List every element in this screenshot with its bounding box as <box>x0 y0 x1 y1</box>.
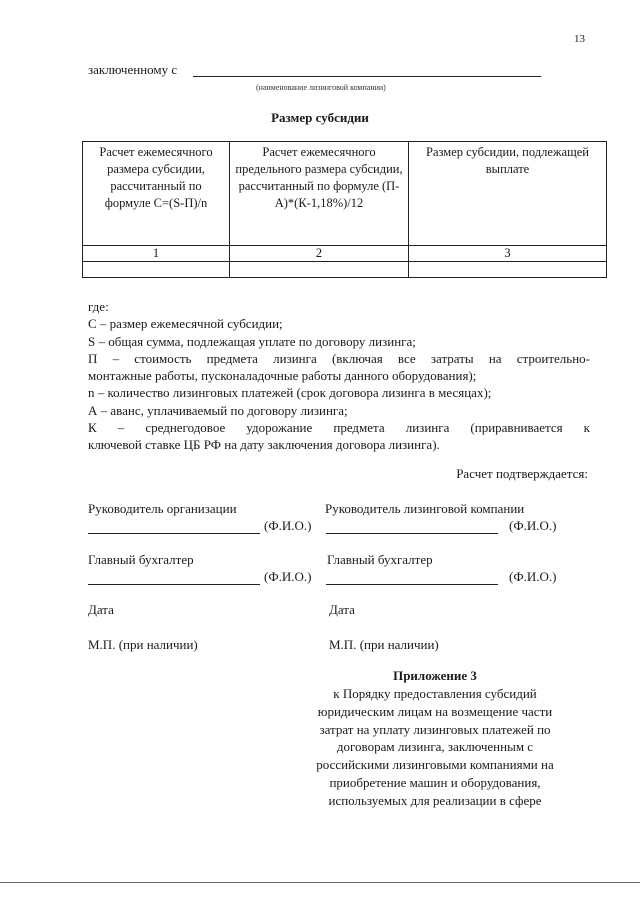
org-accountant-label: Главный бухгалтер <box>88 552 194 567</box>
table-header-cell: Размер субсидии, подлежащей выплате <box>409 142 607 246</box>
leasing-stamp-label: М.П. (при наличии) <box>329 637 439 652</box>
definition-a: А – аванс, уплачиваемый по договору лизинга; <box>88 402 348 418</box>
org-head-signature-line <box>88 520 260 534</box>
definition-p-line1: П – стоимость предмета лизинга (включая все затраты на строительно- <box>88 350 590 366</box>
org-stamp-label: М.П. (при наличии) <box>88 637 198 652</box>
appendix-line: к Порядку предоставления субсидий <box>333 686 537 701</box>
appendix-title: Приложение 3 <box>393 668 477 683</box>
leasing-accountant-fio: (Ф.И.О.) <box>509 569 557 584</box>
org-accountant-fio: (Ф.И.О.) <box>264 569 312 584</box>
table-header-row <box>83 142 607 246</box>
leasing-date-label: Дата <box>329 602 355 617</box>
org-head-label: Руководитель организации <box>88 501 237 516</box>
appendix-line: юридическим лицам на возмещение части <box>317 703 553 719</box>
definition-k-line2: ключевой ставке ЦБ РФ на дату заключения договора лизинга). <box>88 437 440 453</box>
definitions-where: где: <box>88 299 109 314</box>
appendix-line: договорам лизинга, заключенным с <box>336 739 534 755</box>
appendix-line: приобретение машин и оборудования, <box>329 774 541 790</box>
org-date-label: Дата <box>88 602 114 617</box>
table-number-cell: 1 <box>83 246 230 262</box>
leasing-head-signature-line <box>326 520 498 534</box>
section-title: Размер субсидии <box>271 110 369 125</box>
org-head-fio: (Ф.И.О.) <box>264 518 312 533</box>
table-empty-row <box>83 262 607 278</box>
leasing-company-line <box>193 62 541 77</box>
table-empty-cell <box>83 262 230 278</box>
table-header-cell: Расчет ежемесячного предельного размера субсидии, рассчитанный по формуле (П-А)*(К-1,18%)/12 <box>230 142 409 246</box>
table-number-row <box>83 246 607 262</box>
definitions-block <box>88 298 590 454</box>
definition-p-line2: монтажные работы, пусконаладочные работы данного оборудования); <box>88 368 477 384</box>
table-header-cell: Расчет ежемесячного размера субсидии, рассчитанный по формуле С=(S-П)/n <box>83 142 230 246</box>
appendix-text <box>290 685 580 810</box>
table-empty-cell <box>230 262 409 278</box>
table-empty-cell <box>409 262 607 278</box>
subsidy-table <box>82 141 607 278</box>
definition-k-line1: К – среднегодовое удорожание предмета лизинга (приравнивается к <box>88 420 590 436</box>
appendix-line: российскими лизинговыми компаниями на <box>316 757 554 773</box>
definition-s: S – общая сумма, подлежащая уплате по договору лизинга; <box>88 333 416 349</box>
page-number: 13 <box>574 33 585 45</box>
leasing-company-caption: (наименование лизинговой компании) <box>256 83 386 92</box>
definition-n: n – количество лизинговых платежей (срок договора лизинга в месяцах); <box>88 385 492 401</box>
table-number-cell: 3 <box>409 246 607 262</box>
scan-bottom-edge <box>0 882 640 883</box>
appendix-line: используемых для реализации в сфере <box>328 792 542 808</box>
org-accountant-signature-line <box>88 571 260 585</box>
leasing-head-fio: (Ф.И.О.) <box>509 518 557 533</box>
intro-prefix: заключенному с <box>88 62 178 77</box>
appendix-line: затрат на уплату лизинговых платежей по <box>319 721 551 737</box>
definition-c: С – размер ежемесячной субсидии; <box>88 316 283 332</box>
leasing-accountant-signature-line <box>326 571 498 585</box>
leasing-head-label: Руководитель лизинговой компании <box>325 501 525 516</box>
confirmation-text: Расчет подтверждается: <box>456 466 588 481</box>
table-number-cell: 2 <box>230 246 409 262</box>
leasing-accountant-label: Главный бухгалтер <box>327 552 433 567</box>
